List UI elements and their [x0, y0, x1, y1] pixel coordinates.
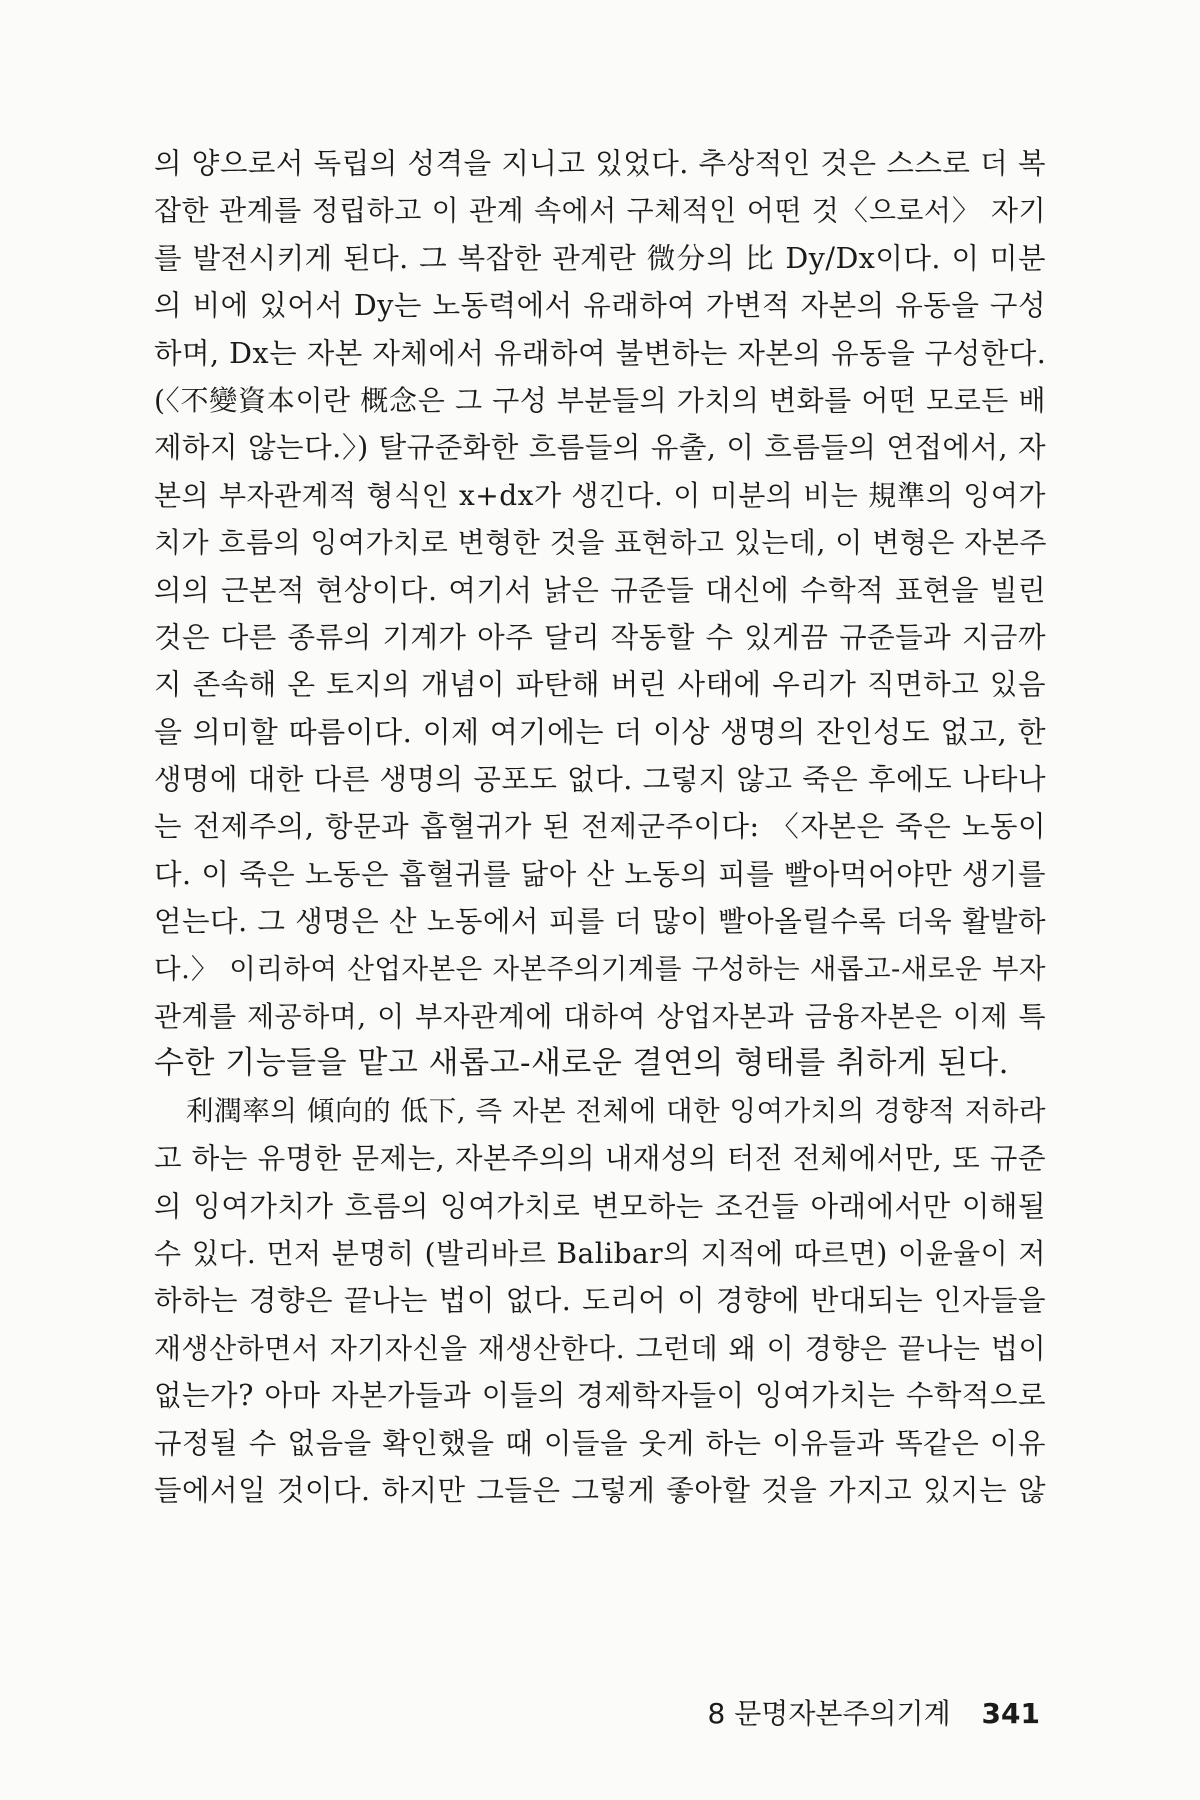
text-line: 치가 흐름의 잉여가치로 변형한 것을 표현하고 있는데, 이 변형은 자본주 [154, 526, 1047, 560]
text-line: 하하는 경향은 끝나는 법이 없다. 도리어 이 경향에 반대되는 인자들을 [154, 1284, 1046, 1318]
text-line: 利潤率의 傾向的 低下, 즉 자본 전체에 대한 잉여가치의 경향적 저하라 [186, 1094, 1046, 1127]
page-number: 341 [981, 1697, 1040, 1730]
text-line: 규정될 수 없음을 확인했을 때 이들을 웃게 하는 이유들과 똑같은 이유 [154, 1426, 1046, 1460]
text-line: 들에서일 것이다. 하지만 그들은 그렇게 좋아할 것을 가지고 있지는 않 [154, 1473, 1046, 1507]
text-line: 다. 이 죽은 노동은 흡혈귀를 닮아 산 노동의 피를 빨아먹어야만 생기를 [154, 857, 1046, 891]
text-line: 을 의미할 따름이다. 이제 여기에는 더 이상 생명의 잔인성도 없고, 한 [154, 714, 1046, 749]
text-line: 본의 부자관계적 형식인 x+dx가 생긴다. 이 미분의 비는 規準의 잉여가 [154, 478, 1046, 512]
text-line: 고 하는 유명한 문제는, 자본주의의 내재성의 터전 전체에서만, 또 규준 [154, 1142, 1046, 1176]
text-line: 를 발전시키게 된다. 그 복잡한 관계란 微分의 比 Dy/Dx이다. 이 미분 [154, 241, 1046, 275]
text-line: 관계를 제공하며, 이 부자관계에 대하여 상업자본과 금융자본은 이제 특 [154, 1000, 1046, 1034]
running-chapter-title: 8 문명자본주의기계 [707, 1697, 951, 1730]
text-line: 수 있다. 먼저 분명히 (발리바르 Balibar의 지적에 따르면) 이윤율이 저 [154, 1236, 1046, 1270]
body-text [154, 140, 1046, 1514]
text-line: 것은 다른 종류의 기계가 아주 달리 작동할 수 있게끔 규준들과 지금까 [154, 620, 1046, 654]
text-line: 얻는다. 그 생명은 산 노동에서 피를 더 많이 빨아올릴수록 더욱 활발하 [154, 905, 1046, 939]
text-line: 수한 기능들을 맡고 새롭고-새로운 결연의 형태를 취하게 된다. [154, 1045, 1009, 1082]
text-line: 의 잉여가치가 흐름의 잉여가치로 변모하는 조건들 아래에서만 이해될 [154, 1189, 1046, 1223]
text-line: 의 비에 있어서 Dy는 노동력에서 유래하여 가변적 자본의 유동을 구성 [154, 289, 1046, 323]
text-line: (〈不變資本이란 概念은 그 구성 부분들의 가치의 변화를 어떤 모로든 배 [154, 383, 1046, 417]
page-footer [708, 1692, 1040, 1732]
text-line: 제하지 않는다.〉) 탈규준화한 흐름들의 유출, 이 흐름들의 연접에서, 자 [154, 431, 1046, 465]
text-line: 의 양으로서 독립의 성격을 지니고 있었다. 추상적인 것은 스스로 더 복 [154, 147, 1046, 180]
text-line: 지 존속해 온 토지의 개념이 파탄해 버린 사태에 우리가 직면하고 있음 [154, 668, 1046, 702]
text-line: 잡한 관계를 정립하고 이 관계 속에서 구체적인 어떤 것〈으로서〉 자기 [154, 194, 1046, 228]
text-line: 하며, Dx는 자본 자체에서 유래하여 불변하는 자본의 유동을 구성한다. [154, 336, 1047, 370]
text-line: 의의 근본적 현상이다. 여기서 낡은 규준들 대신에 수학적 표현을 빌린 [154, 573, 1046, 607]
text-line: 생명에 대한 다른 생명의 공포도 없다. 그렇지 않고 죽은 후에도 나타나 [154, 763, 1046, 797]
text-line: 재생산하면서 자기자신을 재생산한다. 그런데 왜 이 경향은 끝나는 법이 [154, 1331, 1046, 1365]
text-line: 다.〉 이리하여 산업자본은 자본주의기계를 구성하는 새롭고-새로운 부자 [154, 952, 1046, 985]
text-line: 는 전제주의, 항문과 흡혈귀가 된 전제군주이다: 〈자본은 죽은 노동이 [154, 810, 1046, 844]
text-line: 없는가? 아마 자본가들과 이들의 경제학자들이 잉여가치는 수학적으로 [154, 1379, 1046, 1413]
